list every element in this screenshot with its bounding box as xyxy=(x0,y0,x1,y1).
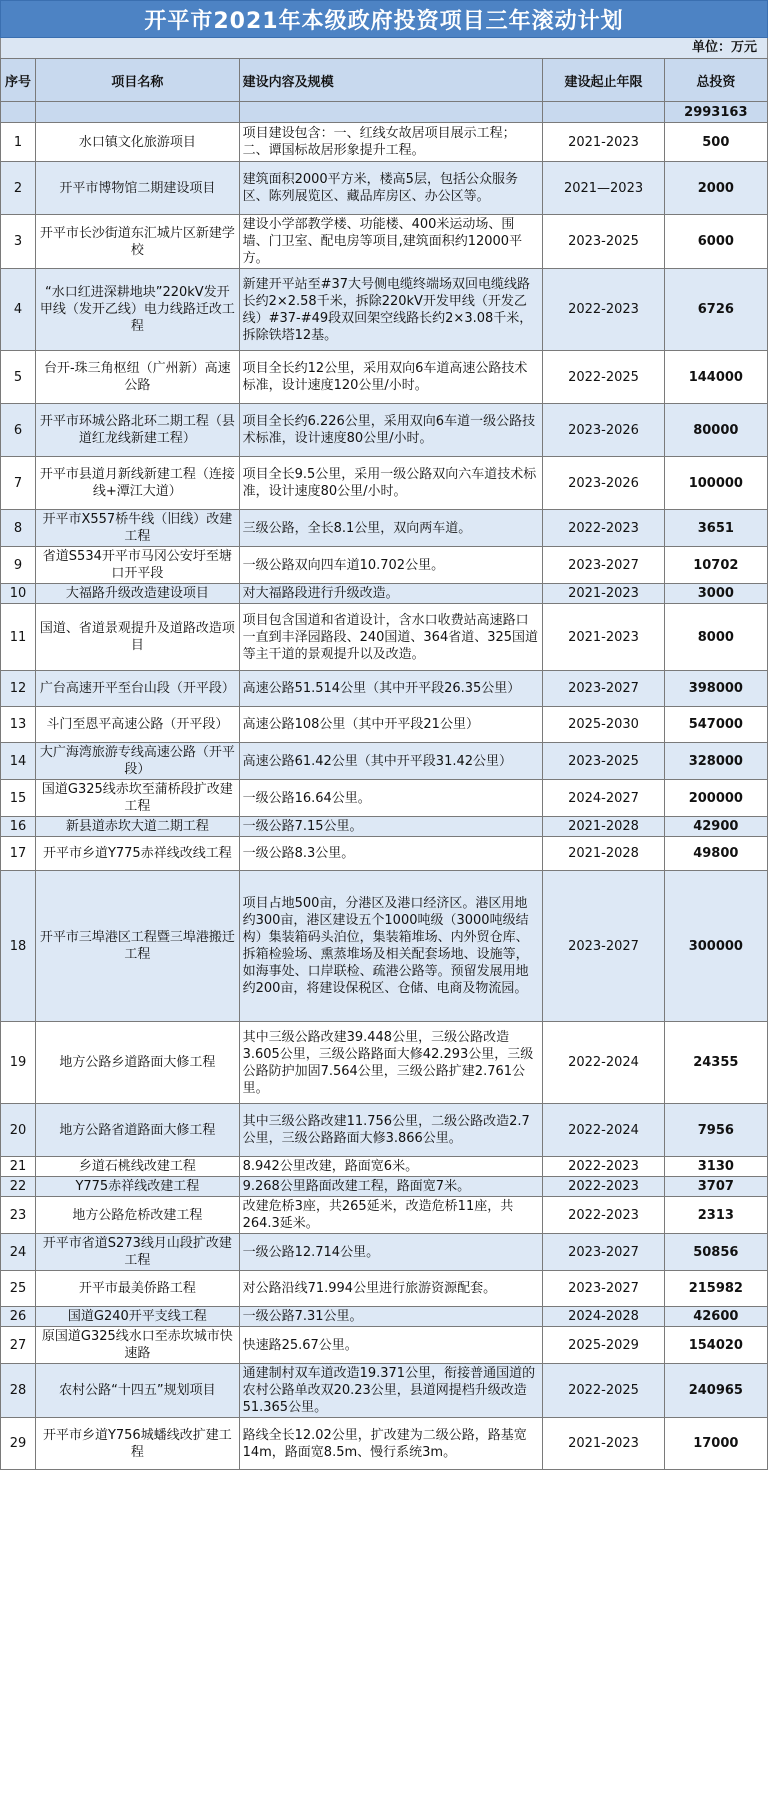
table-row xyxy=(1,215,768,269)
header-total: 总投资 xyxy=(664,59,767,102)
cell-name: 开平市县道月新线新建工程（连接线+潭江大道） xyxy=(36,457,240,510)
cell-name: 原国道G325线水口至赤坎城市快速路 xyxy=(36,1327,240,1364)
cell-name: 斗门至恩平高速公路（开平段） xyxy=(36,707,240,743)
cell-period: 2023-2027 xyxy=(543,871,664,1022)
cell-content: 9.268公里路面改建工程，路面宽7米。 xyxy=(239,1177,543,1197)
cell-total: 80000 xyxy=(664,404,767,457)
cell-content: 一级公路8.3公里。 xyxy=(239,837,543,871)
cell-total: 2313 xyxy=(664,1197,767,1234)
cell-total: 10702 xyxy=(664,547,767,584)
cell-no: 24 xyxy=(1,1234,36,1271)
cell-period: 2021-2028 xyxy=(543,837,664,871)
cell-content: 对大福路段进行升级改造。 xyxy=(239,584,543,604)
cell-name: 国道G325线赤坎至蒲桥段扩改建工程 xyxy=(36,780,240,817)
cell-total: 100000 xyxy=(664,457,767,510)
cell-period: 2022-2023 xyxy=(543,510,664,547)
cell-name: 乡道石桃线改建工程 xyxy=(36,1157,240,1177)
cell-no: 1 xyxy=(1,123,36,162)
cell-no: 10 xyxy=(1,584,36,604)
cell-total: 50856 xyxy=(664,1234,767,1271)
cell-total: 2000 xyxy=(664,162,767,215)
cell-content: 项目全长约6.226公里，采用双向6车道一级公路技术标准，设计速度80公里/小时。 xyxy=(239,404,543,457)
cell-no: 12 xyxy=(1,671,36,707)
cell-content: 建设小学部教学楼、功能楼、400米运动场、围墙、门卫室、配电房等项目,建筑面积约12000平方。 xyxy=(239,215,543,269)
cell-total: 24355 xyxy=(664,1022,767,1104)
cell-name: 开平市X557桥牛线（旧线）改建工程 xyxy=(36,510,240,547)
grand-total: 2993163 xyxy=(664,102,767,123)
cell-content: 项目全长9.5公里，采用一级公路双向六车道技术标准，设计速度80公里/小时。 xyxy=(239,457,543,510)
table-row xyxy=(1,1177,768,1197)
table-row xyxy=(1,1271,768,1307)
grand-total-row xyxy=(1,102,768,123)
cell-content: 项目全长约12公里，采用双向6车道高速公路技术标准，设计速度120公里/小时。 xyxy=(239,351,543,404)
table-row xyxy=(1,1307,768,1327)
cell-period: 2023-2025 xyxy=(543,743,664,780)
cell-content: 三级公路，全长8.1公里，双向两车道。 xyxy=(239,510,543,547)
cell-period: 2023-2026 xyxy=(543,457,664,510)
cell-content: 项目包含国道和省道设计，含水口收费站高速路口一直到丰泽园路段、240国道、364省道、325国道等主干道的景观提升以及改造。 xyxy=(239,604,543,671)
cell-name: 开平市三埠港区工程暨三埠港搬迁工程 xyxy=(36,871,240,1022)
cell-no: 22 xyxy=(1,1177,36,1197)
cell-total: 144000 xyxy=(664,351,767,404)
cell-no: 21 xyxy=(1,1157,36,1177)
cell-period: 2023-2025 xyxy=(543,215,664,269)
cell-content: 建筑面积2000平方米，楼高5层，包括公众服务区、陈列展览区、藏品库房区、办公区等。 xyxy=(239,162,543,215)
cell-no: 4 xyxy=(1,269,36,351)
cell-period: 2023-2027 xyxy=(543,1234,664,1271)
projects-table xyxy=(0,58,768,1470)
cell-period: 2021-2023 xyxy=(543,123,664,162)
cell-no: 25 xyxy=(1,1271,36,1307)
cell-content: 快速路25.67公里。 xyxy=(239,1327,543,1364)
cell-no: 26 xyxy=(1,1307,36,1327)
cell-period: 2021-2028 xyxy=(543,817,664,837)
cell-name: 省道S534开平市马冈公安圩至塘口开平段 xyxy=(36,547,240,584)
table-row xyxy=(1,837,768,871)
table-row xyxy=(1,780,768,817)
cell-name: 地方公路危桥改建工程 xyxy=(36,1197,240,1234)
cell-total: 3130 xyxy=(664,1157,767,1177)
header-row xyxy=(1,59,768,102)
cell-content: 其中三级公路改建11.756公里，二级公路改造2.7公里，三级公路路面大修3.866公里。 xyxy=(239,1104,543,1157)
cell-total: 17000 xyxy=(664,1418,767,1470)
table-row xyxy=(1,743,768,780)
cell-content: 改建危桥3座，共265延米，改造危桥11座，共264.3延米。 xyxy=(239,1197,543,1234)
cell-total: 300000 xyxy=(664,871,767,1022)
cell-total: 42600 xyxy=(664,1307,767,1327)
cell-name: “水口红进深耕地块”220kV发开甲线（发开乙线）电力线路迁改工程 xyxy=(36,269,240,351)
cell-period: 2023-2027 xyxy=(543,547,664,584)
cell-no: 6 xyxy=(1,404,36,457)
cell-total: 500 xyxy=(664,123,767,162)
cell-total: 215982 xyxy=(664,1271,767,1307)
cell-no: 17 xyxy=(1,837,36,871)
table-row xyxy=(1,547,768,584)
cell-period: 2022-2023 xyxy=(543,1157,664,1177)
cell-name: 国道、省道景观提升及道路改造项目 xyxy=(36,604,240,671)
table-row xyxy=(1,584,768,604)
cell-total: 7956 xyxy=(664,1104,767,1157)
cell-content: 项目建设包含：一、红线女故居项目展示工程；二、谭国标故居形象提升工程。 xyxy=(239,123,543,162)
header-name: 项目名称 xyxy=(36,59,240,102)
table-row xyxy=(1,1197,768,1234)
table-row xyxy=(1,604,768,671)
table-row xyxy=(1,1022,768,1104)
table-row xyxy=(1,510,768,547)
cell-no: 13 xyxy=(1,707,36,743)
cell-name: 广台高速开平至台山段（开平段） xyxy=(36,671,240,707)
cell-name: 农村公路“十四五”规划项目 xyxy=(36,1364,240,1418)
cell-period: 2023-2026 xyxy=(543,404,664,457)
cell-name: 开平市博物馆二期建设项目 xyxy=(36,162,240,215)
cell-no: 5 xyxy=(1,351,36,404)
unit-label: 单位：万元 xyxy=(0,38,768,58)
cell-no: 8 xyxy=(1,510,36,547)
cell-total: 3707 xyxy=(664,1177,767,1197)
cell-content: 一级公路16.64公里。 xyxy=(239,780,543,817)
cell-total: 3651 xyxy=(664,510,767,547)
cell-name: 地方公路乡道路面大修工程 xyxy=(36,1022,240,1104)
cell-content: 8.942公里改建，路面宽6米。 xyxy=(239,1157,543,1177)
cell-content: 一级公路7.15公里。 xyxy=(239,817,543,837)
cell-name: 大广海湾旅游专线高速公路（开平段） xyxy=(36,743,240,780)
cell-name: 台开-珠三角枢纽（广州新）高速公路 xyxy=(36,351,240,404)
table-row xyxy=(1,707,768,743)
cell-name: 开平市长沙街道东汇城片区新建学校 xyxy=(36,215,240,269)
cell-total: 6000 xyxy=(664,215,767,269)
table-row xyxy=(1,404,768,457)
table-row xyxy=(1,817,768,837)
cell-content: 高速公路61.42公里（其中开平段31.42公里） xyxy=(239,743,543,780)
table-row xyxy=(1,1104,768,1157)
cell-content: 其中三级公路改建39.448公里，三级公路改造3.605公里，三级公路路面大修42.293公里，三级公路防护加固7.564公里，三级公路扩建2.761公里。 xyxy=(239,1022,543,1104)
cell-name: 开平市乡道Y775赤祥线改线工程 xyxy=(36,837,240,871)
cell-total: 42900 xyxy=(664,817,767,837)
cell-period: 2024-2028 xyxy=(543,1307,664,1327)
cell-no: 19 xyxy=(1,1022,36,1104)
cell-no: 9 xyxy=(1,547,36,584)
cell-period: 2021-2023 xyxy=(543,584,664,604)
cell-no: 16 xyxy=(1,817,36,837)
cell-content: 新建开平站至#37大号侧电缆终端场双回电缆线路长约2×2.58千米，拆除220kV开发甲线（开发乙线）#37-#49段双回架空线路长约2×3.08千米，拆除铁塔12基。 xyxy=(239,269,543,351)
table-row xyxy=(1,351,768,404)
cell-no: 23 xyxy=(1,1197,36,1234)
cell-no: 2 xyxy=(1,162,36,215)
table-row xyxy=(1,123,768,162)
cell-period: 2024-2027 xyxy=(543,780,664,817)
cell-no: 11 xyxy=(1,604,36,671)
cell-name: 大福路升级改造建设项目 xyxy=(36,584,240,604)
cell-total: 6726 xyxy=(664,269,767,351)
cell-no: 27 xyxy=(1,1327,36,1364)
cell-period: 2021-2023 xyxy=(543,1418,664,1470)
cell-total: 3000 xyxy=(664,584,767,604)
cell-period: 2022-2023 xyxy=(543,1177,664,1197)
cell-name: 开平市最美侨路工程 xyxy=(36,1271,240,1307)
cell-period: 2022-2025 xyxy=(543,1364,664,1418)
table-row xyxy=(1,162,768,215)
cell-name: 开平市环城公路北环二期工程（县道红龙线新建工程） xyxy=(36,404,240,457)
cell-content: 对公路沿线71.994公里进行旅游资源配套。 xyxy=(239,1271,543,1307)
cell-content: 项目占地500亩，分港区及港口经济区。港区用地约300亩，港区建设五个1000吨级（3000吨级结构）集装箱码头泊位，集装箱堆场、内外贸仓库、拆箱检验场、熏蒸堆场及相关配套场地、设施等，如海事处、口岸联检、疏港公路等。预留发展用地约200亩，将建设保税区、仓储、电商及物流园。 xyxy=(239,871,543,1022)
table-row xyxy=(1,1157,768,1177)
cell-period: 2022-2024 xyxy=(543,1104,664,1157)
table-row xyxy=(1,1364,768,1418)
cell-name: 开平市乡道Y756城蟠线改扩建工程 xyxy=(36,1418,240,1470)
cell-content: 路线全长12.02公里，扩改建为二级公路，路基宽14m，路面宽8.5m、慢行系统3m。 xyxy=(239,1418,543,1470)
cell-content: 一级公路12.714公里。 xyxy=(239,1234,543,1271)
cell-name: 新县道赤坎大道二期工程 xyxy=(36,817,240,837)
cell-no: 20 xyxy=(1,1104,36,1157)
cell-period: 2023-2027 xyxy=(543,671,664,707)
cell-period: 2021-2023 xyxy=(543,604,664,671)
cell-name: 地方公路省道路面大修工程 xyxy=(36,1104,240,1157)
cell-content: 高速公路51.514公里（其中开平段26.35公里） xyxy=(239,671,543,707)
table-row xyxy=(1,457,768,510)
cell-period: 2025-2030 xyxy=(543,707,664,743)
header-period: 建设起止年限 xyxy=(543,59,664,102)
cell-total: 49800 xyxy=(664,837,767,871)
cell-total: 547000 xyxy=(664,707,767,743)
cell-period: 2022-2025 xyxy=(543,351,664,404)
cell-period: 2022-2024 xyxy=(543,1022,664,1104)
cell-total: 154020 xyxy=(664,1327,767,1364)
page-title: 开平市2021年本级政府投资项目三年滚动计划 xyxy=(0,0,768,38)
cell-name: 开平市省道S273线月山段扩改建工程 xyxy=(36,1234,240,1271)
cell-total: 398000 xyxy=(664,671,767,707)
cell-period: 2023-2027 xyxy=(543,1271,664,1307)
cell-no: 3 xyxy=(1,215,36,269)
cell-content: 一级公路双向四车道10.702公里。 xyxy=(239,547,543,584)
cell-content: 高速公路108公里（其中开平段21公里） xyxy=(239,707,543,743)
cell-no: 28 xyxy=(1,1364,36,1418)
cell-name: 水口镇文化旅游项目 xyxy=(36,123,240,162)
cell-period: 2022-2023 xyxy=(543,1197,664,1234)
table-row xyxy=(1,871,768,1022)
cell-name: Y775赤祥线改建工程 xyxy=(36,1177,240,1197)
table-row xyxy=(1,269,768,351)
cell-total: 8000 xyxy=(664,604,767,671)
table-row xyxy=(1,1234,768,1271)
header-no: 序号 xyxy=(1,59,36,102)
table-row xyxy=(1,1327,768,1364)
table-row xyxy=(1,1418,768,1470)
cell-name: 国道G240开平支线工程 xyxy=(36,1307,240,1327)
cell-no: 29 xyxy=(1,1418,36,1470)
cell-no: 7 xyxy=(1,457,36,510)
cell-no: 14 xyxy=(1,743,36,780)
cell-no: 18 xyxy=(1,871,36,1022)
cell-content: 一级公路7.31公里。 xyxy=(239,1307,543,1327)
cell-no: 15 xyxy=(1,780,36,817)
table-row xyxy=(1,671,768,707)
cell-period: 2022-2023 xyxy=(543,269,664,351)
cell-period: 2025-2029 xyxy=(543,1327,664,1364)
header-content: 建设内容及规模 xyxy=(239,59,543,102)
cell-period: 2021—2023 xyxy=(543,162,664,215)
cell-total: 240965 xyxy=(664,1364,767,1418)
cell-total: 200000 xyxy=(664,780,767,817)
cell-total: 328000 xyxy=(664,743,767,780)
cell-content: 通建制村双车道改造19.371公里，衔接普通国道的农村公路单改双20.23公里，县道网提档升级改造51.365公里。 xyxy=(239,1364,543,1418)
